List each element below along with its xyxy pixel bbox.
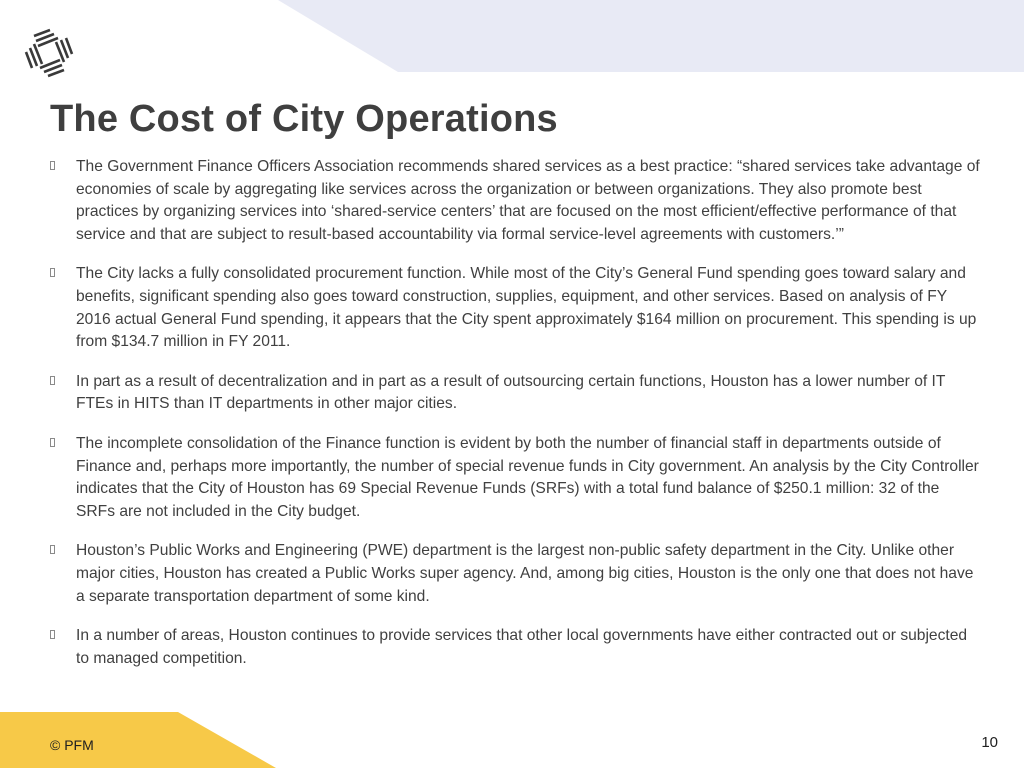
footer-band bbox=[0, 712, 290, 768]
page-number: 10 bbox=[981, 734, 998, 751]
bullet-text: In part as a result of decentralization and in part as a result of outsourcing certain functions, Houston has a lower number of IT FTEs in HITS than IT departments in other major cities. bbox=[76, 372, 946, 413]
bullet-text: The City lacks a fully consolidated procurement function. While most of the City’s General Fund spending goes toward salary and benefits, significant spending also goes toward construction, supplies, equipment, and other services. Based on analysis of FY 2016 actual General Fund spending, it appears that the City spent approximately $164 million on procurement. This spending is up from $134.7 million in FY 2011. bbox=[76, 265, 977, 351]
bullet-marker-icon bbox=[50, 545, 55, 554]
bullet-marker-icon bbox=[50, 161, 55, 170]
bullet-item bbox=[50, 540, 980, 608]
bullet-text: Houston’s Public Works and Engineering (PWE) department is the largest non-public safety department in the City. Unlike other major cities, Houston has created a Public Works super agency. And, among big cities, Houston is the only one that does not have a separate transportation department of some kind. bbox=[76, 542, 974, 605]
bullet-marker-icon bbox=[50, 268, 55, 277]
copyright-text: © PFM bbox=[50, 737, 94, 753]
pfm-logo-icon bbox=[22, 26, 76, 80]
bullet-list bbox=[50, 156, 980, 687]
header-band bbox=[0, 0, 1024, 72]
bullet-item bbox=[50, 625, 980, 670]
bullet-item bbox=[50, 433, 980, 523]
bullet-text: In a number of areas, Houston continues to provide services that other local governments have either contracted out or subjected to managed competition. bbox=[76, 627, 968, 667]
bullet-text: The incomplete consolidation of the Finance function is evident by both the number of financial staff in departments outside of Finance and, perhaps more importantly, the number of special revenue funds in City government. An analysis by the City Controller indicates that the City of Houston has 69 Special Revenue Funds (SRFs) with a total fund balance of $250.1 million: 32 of the SRFs are not included in the City budget. bbox=[76, 434, 979, 520]
bullet-item bbox=[50, 371, 980, 416]
bullet-item bbox=[50, 156, 980, 246]
bullet-text: The Government Finance Officers Association recommends shared services as a best practice: “shared services take advantage of economies of scale by aggregating like services across the organization or between organizations. They also promote best practices by organizing services into ‘shared-service centers’ that are focused on the most efficient/effective performance of that service and that are subject to result-based accountability via formal service-level agreements with customers.’” bbox=[76, 158, 980, 243]
bullet-marker-icon bbox=[50, 376, 55, 385]
bullet-marker-icon bbox=[50, 630, 55, 639]
bullet-marker-icon bbox=[50, 438, 55, 447]
bullet-item bbox=[50, 263, 980, 353]
slide-title: The Cost of City Operations bbox=[50, 98, 558, 140]
